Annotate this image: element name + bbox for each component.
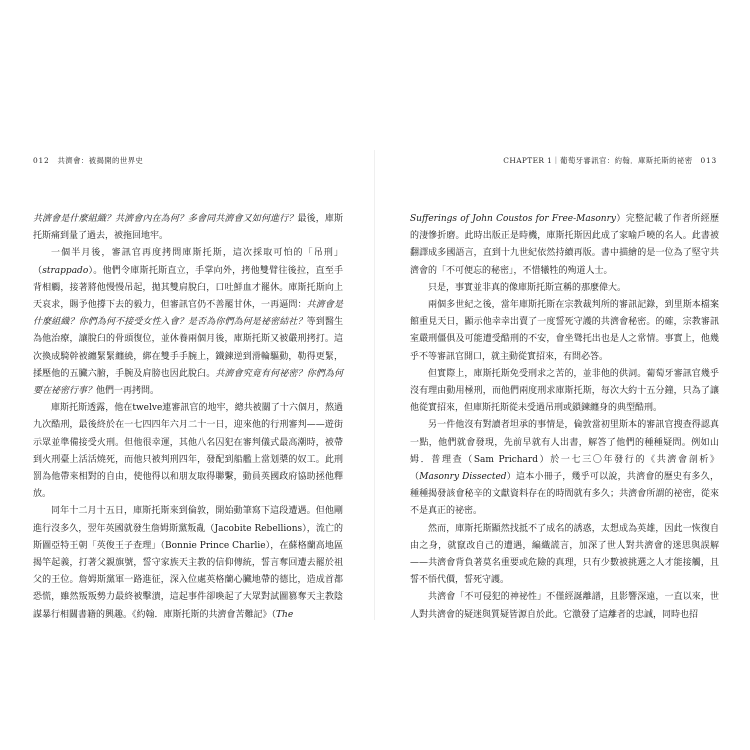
body-paragraph — [410, 297, 719, 366]
body-paragraph — [33, 245, 343, 400]
body-text: 他們一再拷問。 — [96, 386, 160, 397]
italic-text: 共濟會是什麼組織？你們為何不接受女性入會？是否為你們為何是祕密結社？ — [33, 300, 343, 328]
body-text: 等到醫生為他治療，讓脫臼的骨頭復位，並休養兩個月後，庫斯托斯又被嚴刑拷打。這次換成騎幹被纏緊緊纏繞，綁在雙手手腕上，鐵鍊逆到滑輪驅動，勒得更緊，揉壓他的五臟六腑，手腕及肩膀也因此脫臼。 — [33, 317, 343, 379]
body-text: 最後，庫斯托斯痛到量了過去，被拖回地牢。 — [33, 214, 343, 242]
right-page-number: 013 — [700, 156, 717, 165]
body-text: ）。他們令庫斯托斯直立，手掌向外，拷他雙臂往後拉，直至手背相觸，接著將他慢慢吊起，拋其雙肩脫臼，口吐鮮血才罷休。庫斯托斯向上天哀求，賜予他撐下去的毅力，但審訊官仍不善罷甘休，一再逼問： — [33, 265, 343, 311]
italic-text: Masonry Dissected — [419, 472, 507, 483]
body-text: ）完整記載了作者所經歷的淒慘折磨。此時出版正是時機，庫斯托斯因此成了家喻戶曉的名人。此書被翻譯成多國語言，直到十九世紀依然持續再版。書中描繪的是一位為了堅守共濟會的「不可便忘的秘密」，不惜犧牲的殉道人士。 — [410, 214, 719, 276]
italic-text: The — [276, 609, 294, 620]
body-paragraph — [33, 503, 343, 623]
italic-text: 共濟會究竟有何祕密？你們為何要在祕密行事？ — [33, 368, 343, 397]
right-page — [375, 0, 750, 750]
right-running-title: CHAPTER 1｜葡萄牙審訊官：約翰．庫斯托斯的祕密 — [503, 156, 693, 165]
body-paragraph — [33, 211, 343, 245]
body-paragraph — [410, 366, 719, 418]
italic-text: Sufferings of John Coustos for Free-Masonry — [410, 214, 616, 224]
left-page-number: 012 — [33, 156, 50, 165]
right-page-header — [503, 155, 717, 166]
body-text: 另一件他沒有對讀者坦承的事情是，倫敦當初里斯本的審訊官搜查得認真一點，他們就會發現，先前早就有人出書，解答了他們的種種疑問。例如山姆．普理查（Sam Prichard）於一七三〇年發行的《共濟會剖析》（ — [410, 420, 719, 483]
left-page-header — [33, 155, 143, 166]
italic-text: 共濟會是什麼組織？共濟會內在為何？多會同共濟會又如何進行？ — [33, 214, 298, 224]
body-paragraph — [410, 280, 719, 297]
italic-text: strappado — [42, 265, 89, 276]
body-text: 只是，事實並非真的像庫斯托斯宣稱的那麼偉大。 — [428, 282, 627, 293]
right-page-body — [410, 211, 719, 624]
body-text: 兩個多世紀之後，當年庫斯托斯在宗教裁判所的審訊記錄，到里斯本檔案館重見天日，顯示他幸幸出賣了一度誓死守護的共濟會秘密。的確，宗教審訊室嚴刑僵俱及可能遭受酷刑的不安，會坐聳托出也是人之常情。事實上，他幾乎不等審訊官開口，就主動從實招來，有問必答。 — [410, 300, 719, 362]
body-paragraph — [33, 400, 343, 503]
body-text: 同年十二月十五日，庫斯托斯來到倫敦，開始動筆寫下這段遭遇。但他剛進行沒多久，翌年英國就發生詹姆斯黨叛亂（Jacobite Rebellions），流亡的斯圖亞特王朝「英俊王子查理」（Bonnie Prince Charlie），在蘇格蘭高地區揭竿起義，打著父親旗號，誓守家族天主教的信仰傳統，誓言奪回遭去罷於祖父的王位。詹姆斯黨軍一路進征，深入位處英格蘭心臟地帶的德比，造成首都恐慌，雖然叛叛勢力最終被擊潰，這起事件卻喚起了大眾對試圖篡奪天主教陰謀暴行相關書籍的興趣。《約翰．庫斯托斯的共濟會苦難記》（ — [33, 506, 343, 620]
left-running-title: 共濟會：被揭開的世界史 — [57, 156, 144, 165]
body-paragraph — [410, 211, 719, 280]
body-paragraph — [410, 589, 719, 623]
body-text: 庫斯托斯透露，他在twelve連審訊官的地牢，總共被關了十六個月，熬過九次酷刑，最後終於在一七四四年六月二十一日，迎來他的行刑審判——遊街示眾並準備接受火刑。但他很幸運，其他八名囚犯在審判儀式最高潮時，被帶到火刑臺上活活燒死，而他只被判刑四年，發配到船艦上當划槳的奴工。此刑罰為他帶來相對的自由，使他得以和朋友取得聯繫，動員英國政府協助拯他釋放。 — [33, 403, 343, 500]
body-text: 然而，庫斯托斯顯然找抵不了成名的誘惑，太想成為英雄，因此一恢復自由之身，就竄改自己的遭遇，編織謊言，加深了世人對共濟會的迷思與誤解——共濟會背負著莫名重要或危險的真理，只有少數被挑選之人才能接觸，且誓不悟代價，誓死守護。 — [410, 523, 719, 586]
body-paragraph — [410, 417, 719, 520]
body-text: 但實際上，庫斯托斯免受刑求之苦的，並非他的供詞。葡萄牙審訊官幾乎沒有理由動用極刑，而他們兩度刑求庫斯托斯，每次大約十五分鐘，只為了讓他從實招來，但庫斯托斯從未受過吊刑或鎖鍊纏身的典型酷刑。 — [410, 368, 719, 414]
left-page-body — [33, 211, 343, 624]
body-text: ）這本小冊子，幾乎可以說，共濟會的歷史有多久，種種揭發該會秘辛的文獻資料存在的時間就有多久；共濟會所謂的祕密，從來不是真正的祕密。 — [410, 472, 719, 517]
body-paragraph — [410, 521, 719, 590]
body-text: 共濟會「不可侵犯的神祕性」不僅經誕離譜，且影響深遠，一直以來，世人對共濟會的疑迷與質疑皆源自於此。它激發了這離者的忠誠，同時也招 — [410, 592, 719, 620]
body-text: 一個半月後，審訊官再度拷問庫斯托斯，這次採取可怕的「吊刑」（ — [33, 248, 343, 276]
